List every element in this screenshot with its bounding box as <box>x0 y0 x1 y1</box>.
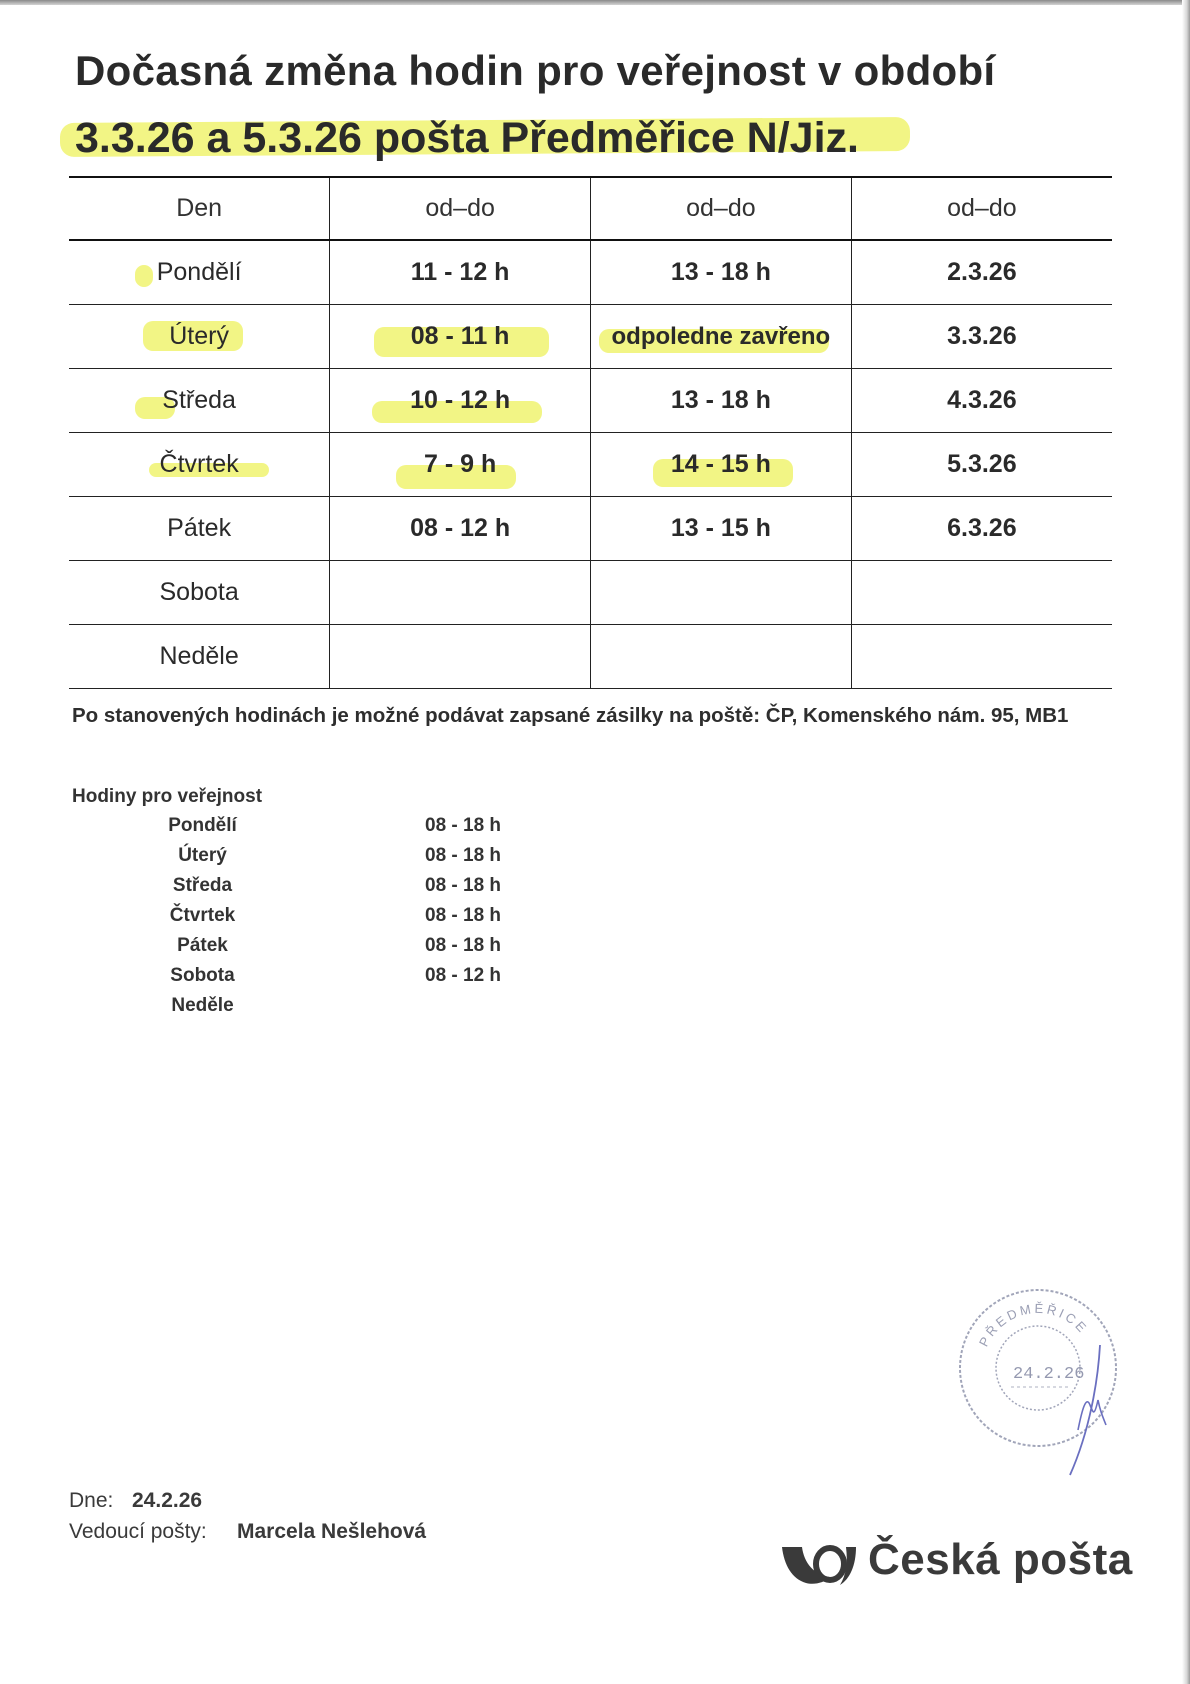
afternoon-hours-cell <box>591 240 852 305</box>
row-day-cell <box>69 240 330 305</box>
hours-text: 13 - 15 h <box>670 514 771 542</box>
hours-text: 13 - 18 h <box>670 258 771 286</box>
regular-time: 08 - 18 h <box>425 935 502 956</box>
day-name: Úterý <box>169 322 229 350</box>
table-row <box>69 433 1112 497</box>
day-name: Sobota <box>159 578 239 606</box>
afternoon-hours-cell <box>591 433 852 497</box>
column-header-morning: od–do <box>330 177 591 240</box>
morning-hours-cell <box>330 433 591 497</box>
manager-signature <box>1060 1340 1120 1480</box>
day-name: Pondělí <box>156 258 242 286</box>
day-name: Neděle <box>159 642 239 670</box>
list-item <box>140 815 560 845</box>
hours-text: 7 - 9 h <box>424 450 497 478</box>
hours-text: odpoledne zavřeno <box>611 322 831 350</box>
list-item <box>140 845 560 875</box>
afternoon-hours-cell <box>591 369 852 433</box>
regular-day: Pondělí <box>168 815 237 836</box>
column-header-day: Den <box>69 177 330 240</box>
hours-text: 13 - 18 h <box>670 386 771 414</box>
date-cell <box>851 369 1112 433</box>
stamp-arc-text: PŘEDMĚŘICE <box>975 1300 1092 1350</box>
date-text: 5.3.26 <box>947 450 1017 478</box>
table-row <box>69 497 1112 561</box>
manager-label: Vedoucí pošty: <box>69 1520 207 1543</box>
regular-day: Sobota <box>170 965 235 986</box>
list-item <box>140 905 560 935</box>
date-cell <box>851 497 1112 561</box>
table-row <box>69 305 1112 369</box>
logo-text: Česká pošta <box>868 1535 1133 1584</box>
morning-hours-cell <box>330 561 591 625</box>
highlight-mark <box>135 265 153 287</box>
row-day-cell <box>69 625 330 689</box>
row-day-cell <box>69 497 330 561</box>
regular-hours-list <box>140 815 560 1025</box>
hours-text: 11 - 12 h <box>410 258 510 286</box>
list-item <box>140 965 560 995</box>
regular-hours-title: Hodiny pro veřejnost <box>72 786 263 807</box>
date-cell <box>851 305 1112 369</box>
column-header-afternoon: od–do <box>591 177 852 240</box>
list-item <box>140 875 560 905</box>
afternoon-hours-cell <box>591 305 852 369</box>
regular-day: Neděle <box>171 995 234 1016</box>
day-name: Středa <box>162 386 236 414</box>
afternoon-hours-cell <box>591 497 852 561</box>
afternoon-hours-cell <box>591 625 852 689</box>
date-text: 2.3.26 <box>947 258 1017 286</box>
morning-hours-cell <box>330 240 591 305</box>
temporary-hours-table <box>69 176 1112 689</box>
after-hours-note: Po stanovených hodinách je možné podávat zapsané zásilky na poště: ČP, Komenského nám. 95, MB1 <box>72 704 1069 727</box>
day-name: Čtvrtek <box>159 450 239 478</box>
scan-edge-right <box>1182 0 1190 1684</box>
regular-time: 08 - 18 h <box>425 875 502 896</box>
post-horn-icon <box>780 1541 858 1587</box>
regular-time: 08 - 18 h <box>425 815 502 836</box>
regular-time: 08 - 18 h <box>425 845 502 866</box>
date-value: 24.2.26 <box>132 1489 203 1512</box>
date-cell <box>851 625 1112 689</box>
hours-text: 10 - 12 h <box>410 386 511 414</box>
table-row <box>69 561 1112 625</box>
page-title-line2: 3.3.26 a 5.3.26 pošta Předměřice N/Jiz. <box>75 114 859 162</box>
regular-day: Středa <box>172 875 233 896</box>
date-label: Dne: <box>69 1489 114 1512</box>
regular-day: Čtvrtek <box>169 905 236 926</box>
regular-time: 08 - 12 h <box>425 965 502 986</box>
date-cell <box>851 240 1112 305</box>
regular-day: Úterý <box>178 845 227 866</box>
row-day-cell <box>69 433 330 497</box>
morning-hours-cell <box>330 369 591 433</box>
afternoon-hours-cell <box>591 561 852 625</box>
morning-hours-cell <box>330 305 591 369</box>
morning-hours-cell <box>330 625 591 689</box>
hours-text: 08 - 12 h <box>410 514 511 542</box>
table-row <box>69 625 1112 689</box>
morning-hours-cell <box>330 497 591 561</box>
regular-day: Pátek <box>177 935 228 956</box>
row-day-cell <box>69 305 330 369</box>
column-header-date: od–do <box>851 177 1112 240</box>
table-row <box>69 369 1112 433</box>
regular-time: 08 - 18 h <box>425 905 502 926</box>
date-cell <box>851 561 1112 625</box>
table-header-row <box>69 177 1112 240</box>
scan-edge-top <box>0 0 1190 5</box>
day-name: Pátek <box>167 514 232 542</box>
list-item <box>140 935 560 965</box>
manager-name: Marcela Nešlehová <box>237 1520 427 1543</box>
hours-text: 08 - 11 h <box>410 322 510 350</box>
date-cell <box>851 433 1112 497</box>
date-text: 4.3.26 <box>947 386 1017 414</box>
table-row <box>69 240 1112 305</box>
date-text: 3.3.26 <box>947 322 1017 350</box>
hours-text: 14 - 15 h <box>670 450 771 478</box>
row-day-cell <box>69 369 330 433</box>
row-day-cell <box>69 561 330 625</box>
list-item <box>140 995 560 1025</box>
stamp-date: 24.2.26 <box>1013 1365 1085 1384</box>
date-text: 6.3.26 <box>947 514 1017 542</box>
ceska-posta-logo <box>780 1535 1133 1595</box>
page-title-line1: Dočasná změna hodin pro veřejnost v období <box>75 47 996 94</box>
